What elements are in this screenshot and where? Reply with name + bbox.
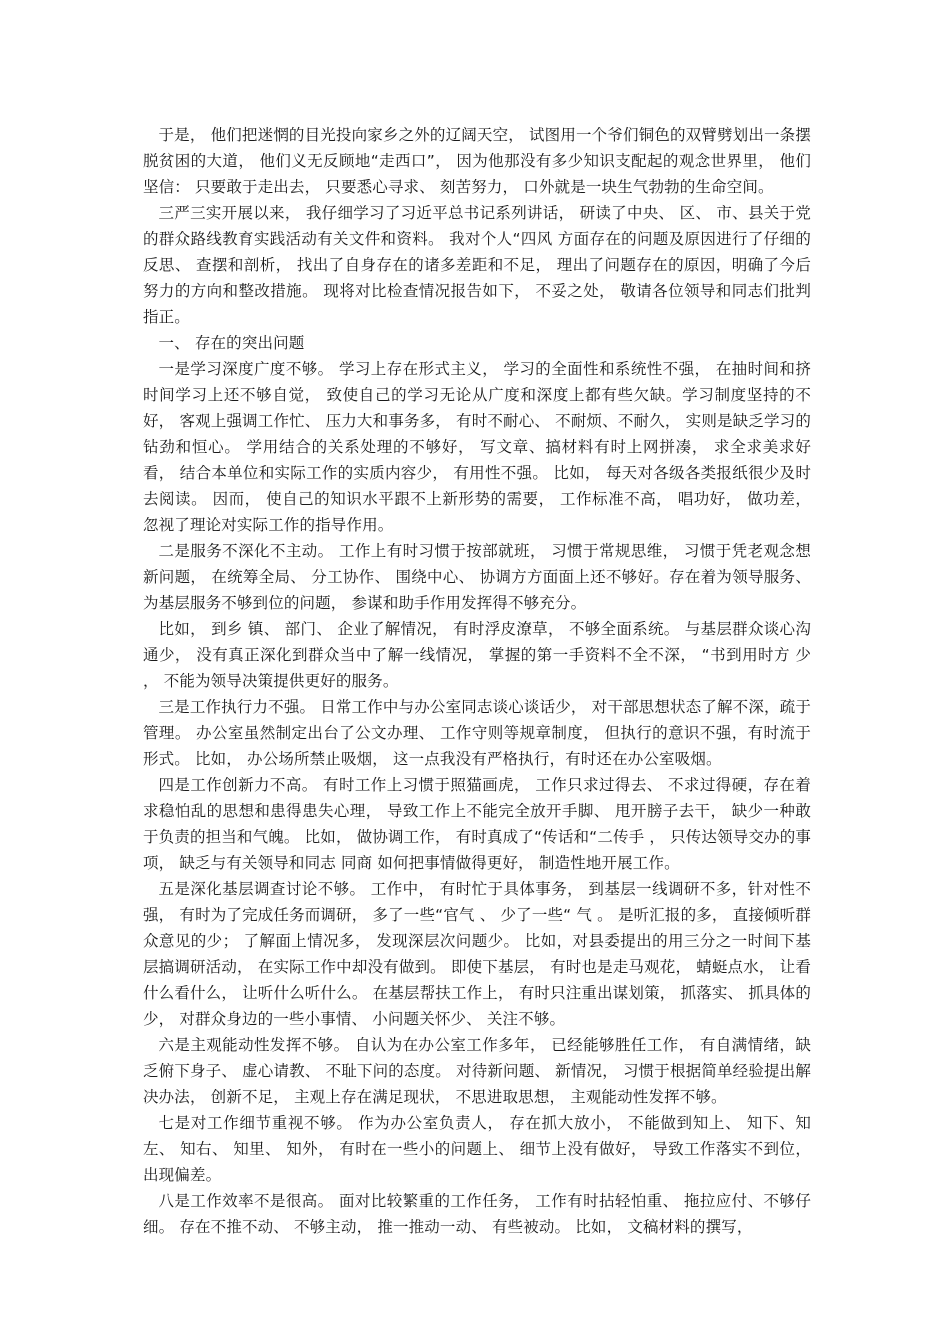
document-body (143, 122, 811, 1240)
paragraph-issue-2-example: 比如， 到乡 镇、 部门、 企业了解情况， 有时浮皮潦草， 不够全面系统。 与基层群众谈心沟通少， 没有真正深化到群众当中了解一线情况， 掌握的第一手资料不全不深， “书到用时方 少 ， 不能为领导决策提供更好的服务。 (143, 620, 811, 690)
section-heading: 一、 存在的突出问题 (158, 334, 305, 352)
paragraph-preface: 三严三实开展以来， 我仔细学习了习近平总书记系列讲话， 研读了中央、 区、 市、县关于党的群众路线教育实践活动有关文件和资料。 我对个人“四风 方面存在的问题及原因进行了仔细的反思、 查摆和剖析， 找出了自身存在的诸多差距和不足， 理出了问题存在的原因，明确了今后努力的方向和整改措施。 现将对比检查情况报告如下， 不妥之处， 敬请各位领导和同志们批判指正。 (143, 204, 811, 326)
paragraph-intro: 于是， 他们把迷惘的目光投向家乡之外的辽阔天空， 试图用一个爷们铜色的双臂劈划出一条摆脱贫困的大道， 他们义无反顾地“走西口”， 因为他那没有多少知识支配起的观念世界里， 他们坚信： 只要敢于走出去， 只要悉心寻求、 刻苦努力， 口外就是一块生气勃勃的生命空间。 (143, 126, 811, 196)
paragraph-issue-5: 五是深化基层调查讨论不够。 工作中， 有时忙于具体事务， 到基层一线调研不多，针对性不强， 有时为了完成任务而调研， 多了一些“官气 、 少了一些“ 气 。 是听汇报的多， 直接倾听群众意见的少； 了解面上情况多， 发现深层次问题少。 比如，对县委提出的用三分之一时间下基层搞调研活动， 在实际工作中却没有做到。 即使下基层， 有时也是走马观花， 蜻蜓点水， 让看什么看什么， 让听什么听什么。 在基层帮扶工作上， 有时只注重出谋划策， 抓落实、 抓具体的少， 对群众身边的一些小事情、 小问题关怀少、 关注不够。 (143, 880, 811, 1028)
paragraph-issue-2: 二是服务不深化不主动。 工作上有时习惯于按部就班， 习惯于常规思维， 习惯于凭老观念想新问题， 在统筹全局、 分工协作、 围绕中心、 协调方方面面上还不够好。存在着为领导服务、 为基层服务不够到位的问题， 参谋和助手作用发挥得不够充分。 (143, 542, 811, 612)
paragraph-issue-4: 四是工作创新力不高。 有时工作上习惯于照猫画虎， 工作只求过得去、 不求过得硬，存在着求稳怕乱的思想和患得患失心理， 导致工作上不能完全放开手脚、 甩开膀子去干， 缺少一种敢于负责的担当和气魄。 比如， 做协调工作， 有时真成了“传话和“二传手 ， 只传达领导交办的事项， 缺乏与有关领导和同志 同商 如何把事情做得更好， 制造性地开展工作。 (143, 776, 811, 872)
paragraph-issue-3: 三是工作执行力不强。 日常工作中与办公室同志谈心谈话少， 对干部思想状态了解不深，疏于管理。 办公室虽然制定出台了公文办理、 工作守则等规章制度， 但执行的意识不强，有时流于形式。 比如， 办公场所禁止吸烟， 这一点我没有严格执行，有时还在办公室吸烟。 (143, 698, 811, 768)
paragraph-issue-1: 一是学习深度广度不够。 学习上存在形式主义， 学习的全面性和系统性不强， 在抽时间和挤时间学习上还不够自觉， 致使自己的学习无论从广度和深度上都有些欠缺。学习制度坚持的不好， 客观上强调工作忙、 压力大和事务多， 有时不耐心、 不耐烦、不耐久， 实则是缺乏学习的钻劲和恒心。 学用结合的关系处理的不够好， 写文章、搞材料有时上网拼凑， 求全求美求好看， 结合本单位和实际工作的实质内容少， 有用性不强。 比如， 每天对各级各类报纸很少及时去阅读。 因而， 使自己的知识水平跟不上新形势的需要， 工作标准不高， 唱功好， 做功差， 忽视了理论对实际工作的指导作用。 (143, 360, 811, 534)
paragraph-issue-6: 六是主观能动性发挥不够。 自认为在办公室工作多年， 已经能够胜任工作， 有自满情绪，缺乏俯下身子、 虚心请教、 不耻下问的态度。 对待新问题、 新情况， 习惯于根据简单经验提出解决办法， 创新不足， 主观上存在满足现状， 不思进取思想， 主观能动性发挥不够。 (143, 1036, 811, 1106)
paragraph-issue-8: 八是工作效率不是很高。 面对比较繁重的工作任务， 工作有时拈轻怕重、 拖拉应付、不够仔细。 存在不推不动、 不够主动， 推一推动一动、 有些被动。 比如， 文稿材料的撰写， (143, 1192, 811, 1236)
paragraph-issue-7: 七是对工作细节重视不够。 作为办公室负责人， 存在抓大放小， 不能做到知上、 知下、知左、 知右、 知里、 知外， 有时在一些小的问题上、 细节上没有做好， 导致工作落实不到位， 出现偏差。 (143, 1114, 811, 1184)
